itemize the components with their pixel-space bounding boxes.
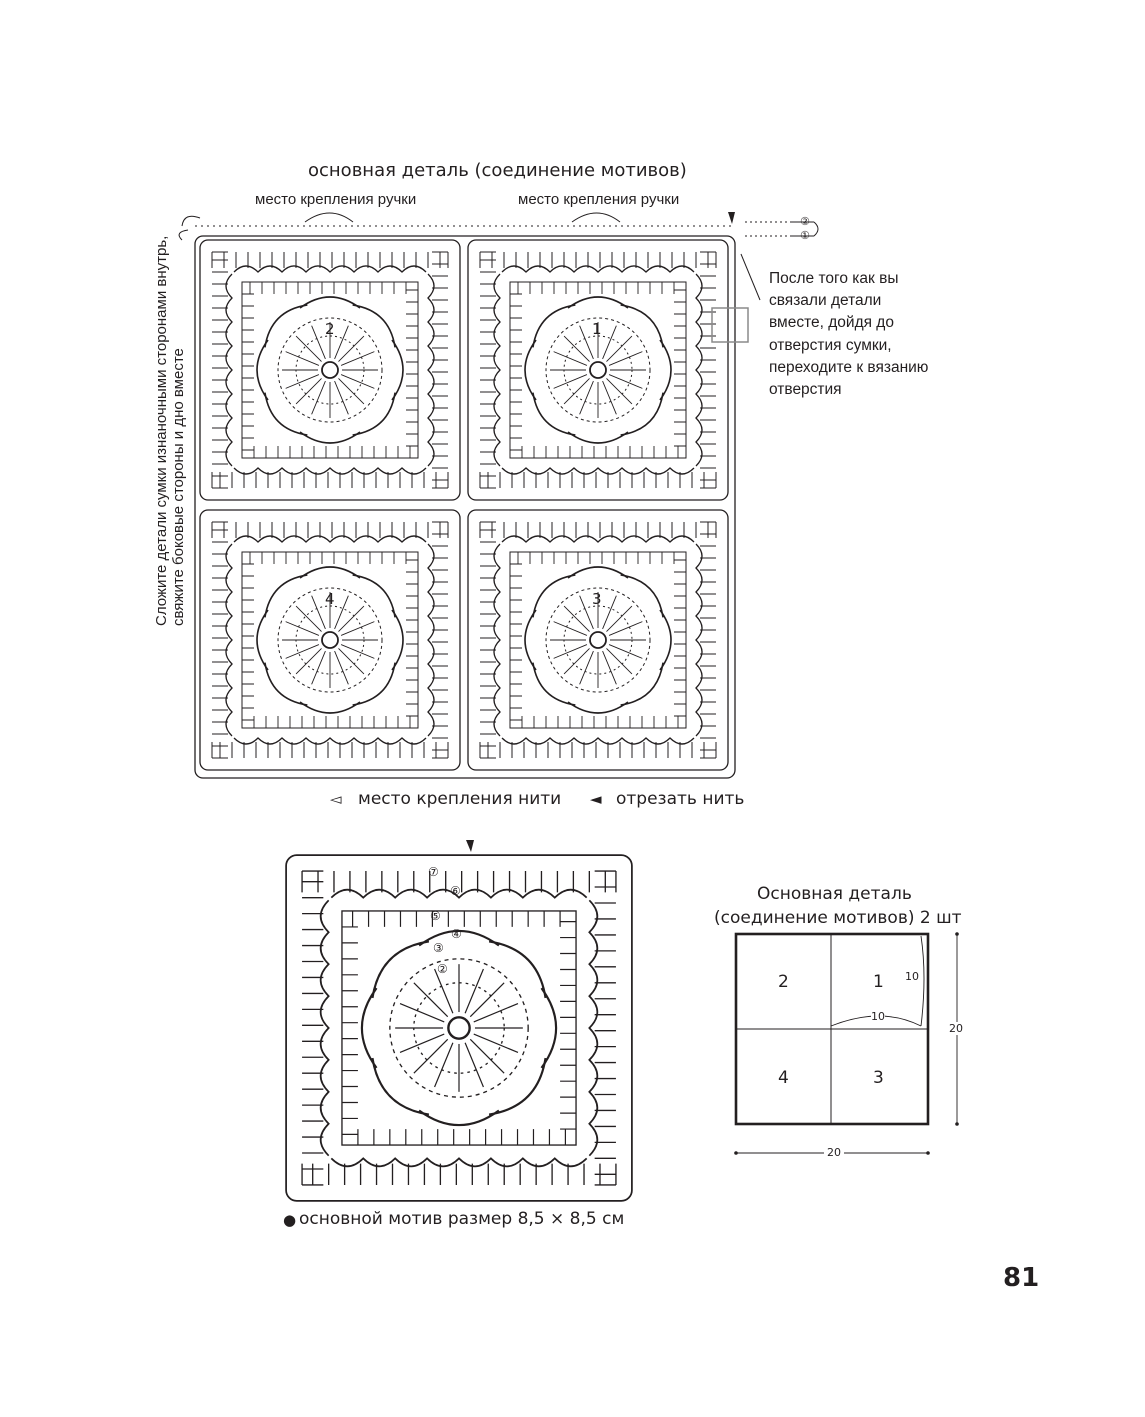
legend-cut-symbol: ◄ (590, 790, 602, 808)
right-note-line: отверстия (769, 381, 842, 399)
handle-label-right: место крепления ручки (518, 191, 680, 208)
legend-cut-label: отрезать нить (616, 789, 745, 809)
schematic-cell-3: 3 (873, 1068, 884, 1088)
motif-number-4: 4 (325, 590, 335, 608)
round-number-4: ④ (451, 927, 462, 941)
row-mark-1: ① (800, 229, 810, 242)
schematic-cell-4: 4 (778, 1068, 789, 1088)
row-mark-2: ② (800, 215, 810, 228)
round-number-7: ⑦ (428, 865, 439, 879)
schematic-cell-1: 1 (873, 972, 884, 992)
right-note-line: отверстия сумки, (769, 336, 892, 354)
motif-caption: основной мотив размер 8,5 × 8,5 см (299, 1209, 625, 1229)
dim-height: 20 (949, 1022, 963, 1035)
dim-inner-horizontal: 10 (871, 1010, 885, 1023)
round-number-5: ⑤ (430, 909, 441, 923)
page-number: 81 (1003, 1263, 1040, 1293)
schematic-title-line2: (соединение мотивов) 2 шт (714, 908, 962, 928)
motif-number-2: 2 (325, 320, 335, 338)
side-note-line: Сложите детали сумки изнаночными сторонами внутрь, (153, 235, 170, 626)
handle-label-left: место крепления ручки (255, 191, 417, 208)
dim-width: 20 (824, 1146, 844, 1159)
right-note-line: связали детали (769, 292, 882, 310)
motif-caption-bullet: ● (283, 1211, 297, 1229)
schematic-cell-2: 2 (778, 972, 789, 992)
legend-attach-label: место крепления нити (358, 789, 562, 809)
right-note-line: переходите к вязанию (769, 358, 929, 376)
dim-inner-vertical: 10 (905, 970, 919, 983)
round-number-2: ② (437, 962, 448, 976)
round-number-6: ⑥ (450, 884, 461, 898)
schematic-title-line1: Основная деталь (757, 884, 912, 904)
main-chart-title: основная деталь (соединение мотивов) (308, 160, 687, 181)
right-note-line: После того как вы (769, 270, 899, 287)
motif-number-3: 3 (592, 590, 602, 608)
round-number-3: ③ (433, 941, 444, 955)
legend-attach-symbol: ◅ (330, 790, 342, 808)
motif-number-1: 1 (592, 320, 602, 338)
right-note-line: вместе, дойдя до (769, 314, 894, 332)
side-note-line: свяжите боковые стороны и дно вместе (170, 348, 187, 626)
